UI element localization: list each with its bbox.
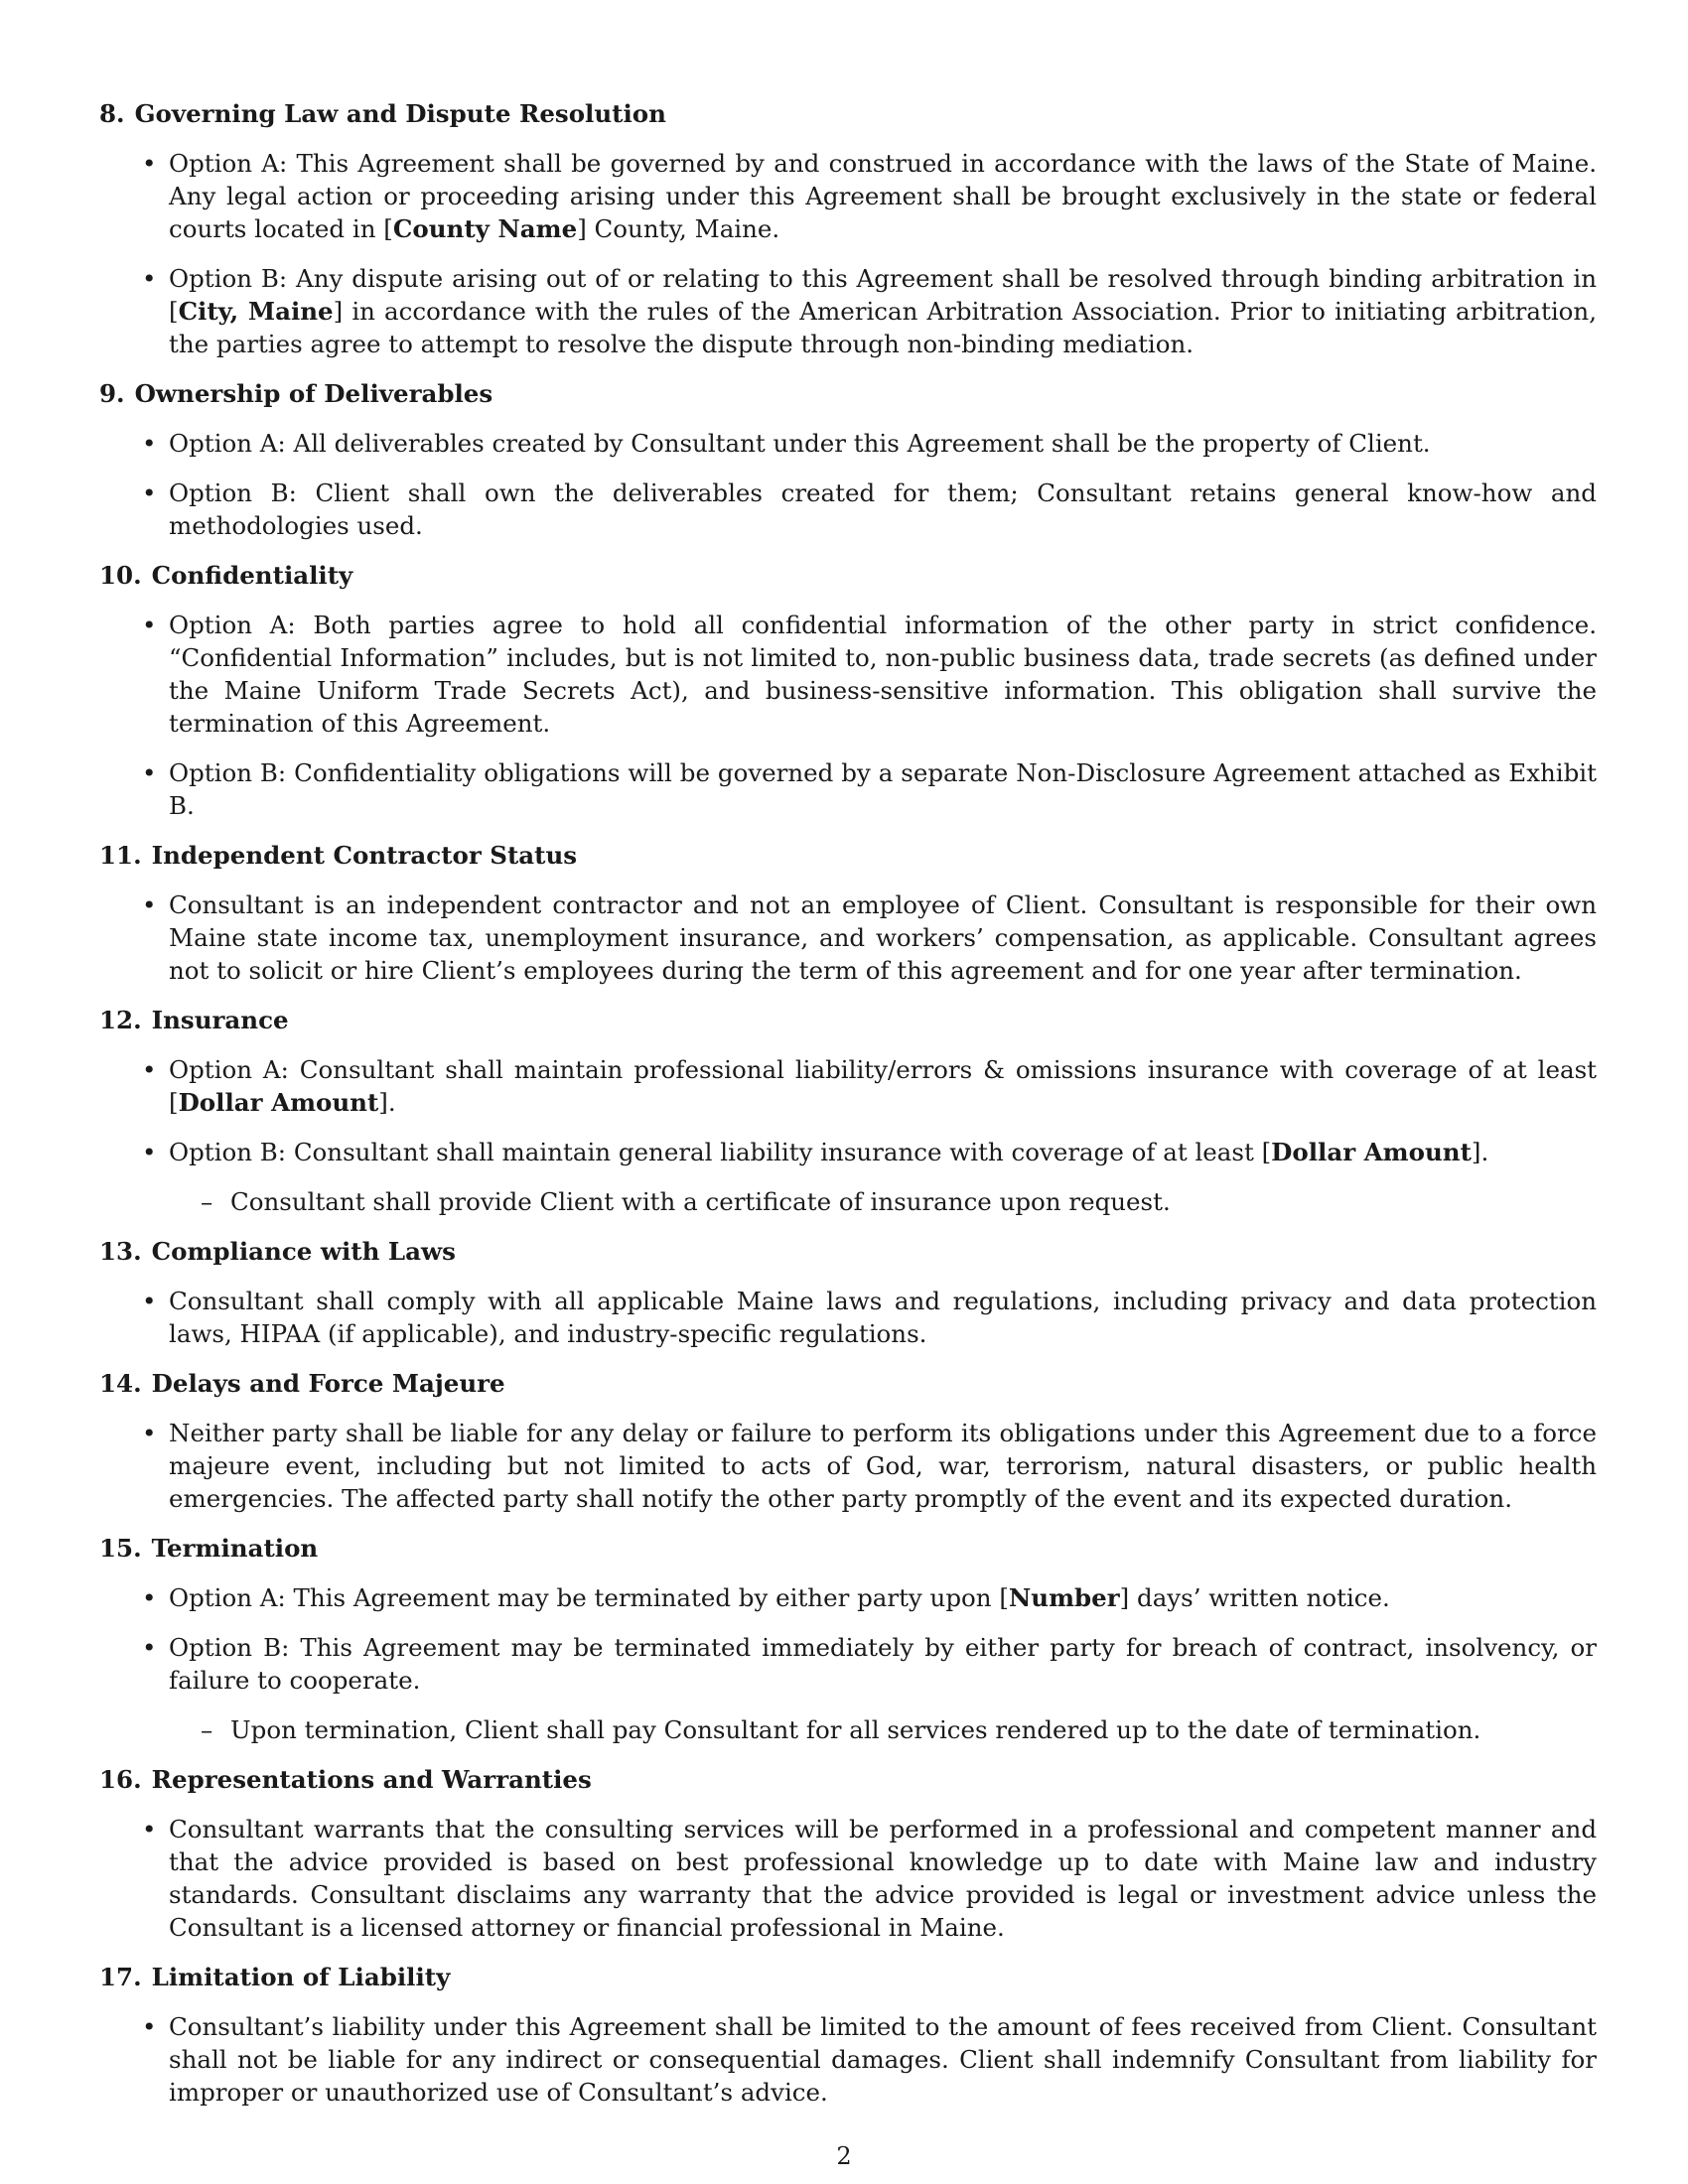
section-number: 12.	[99, 1006, 142, 1034]
clause-list	[99, 147, 1597, 360]
section-title: Governing Law and Dispute Resolution	[134, 99, 666, 128]
clause-item: • Option B: Client shall own the deliverables created for them; Consultant retains general know-how and methodologies used.	[169, 477, 1597, 542]
clause-item	[169, 262, 1597, 360]
section-heading	[99, 559, 1597, 592]
clause-text: Option B: Consultant shall maintain general liability insurance with coverage of at least [	[169, 1138, 1272, 1166]
clause-list	[99, 888, 1597, 987]
section-number: 14.	[99, 1369, 142, 1398]
clause-text: ] days’ written notice.	[1119, 1583, 1390, 1612]
section-heading	[99, 377, 1597, 410]
sub-clause-list	[99, 1185, 1597, 1218]
sub-clause-item: – Upon termination, Client shall pay Consultant for all services rendered up to the date of termination.	[230, 1713, 1597, 1746]
placeholder-field: County Name	[392, 214, 578, 243]
clause-text: Option A: This Agreement shall be governed by and construed in accordance with the laws of the State of Maine. Any legal action or proceeding arising under this Agreement shall be brought exclusively in the state or federal courts located in [	[169, 149, 1597, 243]
clause-text: ] in accordance with the rules of the American Arbitration Association. Prior to initiating arbitration, the parties agree to attempt to resolve the dispute through non-binding mediation.	[169, 297, 1598, 358]
section-heading	[99, 97, 1597, 130]
clause-text: Option B: Any dispute arising out of or relating to this Agreement shall be resolved through binding arbitration in [	[169, 264, 1597, 326]
sub-clause-item: – Consultant shall provide Client with a certificate of insurance upon request.	[230, 1185, 1597, 1218]
clause-list	[99, 2010, 1597, 2109]
clause-item: • Option B: Confidentiality obligations will be governed by a separate Non-Disclosure Agreement attached as Exhibit B.	[169, 756, 1597, 822]
clause-list	[99, 609, 1597, 822]
section-compliance	[99, 1235, 1597, 1350]
clause-item: • Consultant shall comply with all applicable Maine laws and regulations, including privacy and data protection laws, HIPAA (if applicable), and industry-specific regulations.	[169, 1285, 1597, 1350]
section-number: 10.	[99, 561, 142, 590]
section-heading	[99, 839, 1597, 872]
section-heading	[99, 1235, 1597, 1268]
placeholder-field: Dollar Amount	[1271, 1138, 1472, 1166]
section-heading	[99, 1763, 1597, 1796]
clause-list	[99, 1053, 1597, 1218]
clause-item: • Neither party shall be liable for any delay or failure to perform its obligations under this Agreement due to a force majeure event, including but not limited to acts of God, war, terrorism, natural disasters, or public health emergencies. The affected party shall notify the other party promptly of the event and its expected duration.	[169, 1417, 1597, 1515]
page-number: 2	[836, 2142, 852, 2170]
section-ownership	[99, 377, 1597, 542]
clause-text: Option A: Consultant shall maintain professional liability/errors & omissions insurance with coverage of at least [	[169, 1055, 1597, 1117]
section-title: Insurance	[151, 1006, 289, 1034]
section-number: 11.	[99, 841, 142, 870]
section-title: Independent Contractor Status	[151, 841, 578, 870]
section-title: Confidentiality	[151, 561, 353, 590]
clause-text: ].	[378, 1088, 396, 1117]
section-title: Representations and Warranties	[151, 1765, 592, 1794]
placeholder-field: Dollar Amount	[178, 1088, 379, 1117]
clause-item	[169, 1581, 1597, 1614]
clause-item	[169, 147, 1597, 245]
section-title: Limitation of Liability	[151, 1963, 451, 1991]
section-number: 9.	[99, 379, 125, 408]
clause-item	[169, 1053, 1597, 1119]
clause-text: Option A: This Agreement may be terminated by either party upon [	[169, 1583, 1009, 1612]
section-number: 15.	[99, 1534, 142, 1563]
clause-item: • Option A: Both parties agree to hold all confidential information of the other party in strict confidence. “Confidential Information” includes, but is not limited to, non-public business data, trade secrets (as defined under the Maine Uniform Trade Secrets Act), and business-sensitive information. This obligation shall survive the termination of this Agreement.	[169, 609, 1597, 740]
section-limitation-of-liability	[99, 1961, 1597, 2109]
section-number: 17.	[99, 1963, 142, 1991]
sub-clause-list	[99, 1713, 1597, 1746]
section-heading	[99, 1532, 1597, 1565]
clause-item: • Consultant is an independent contractor and not an employee of Client. Consultant is responsible for their own Maine state income tax, unemployment insurance, and workers’ compensation, as applicable. Consultant agrees not to solicit or hire Client’s employees during the term of this agreement and for one year after termination.	[169, 888, 1597, 987]
clause-list	[99, 427, 1597, 542]
placeholder-field: City, Maine	[178, 297, 334, 326]
clause-item	[169, 1631, 1597, 1746]
section-title: Compliance with Laws	[151, 1237, 456, 1266]
section-title: Termination	[151, 1534, 319, 1563]
clause-item: • Consultant warrants that the consulting services will be performed in a professional and competent manner and that the advice provided is based on best professional knowledge up to date with Maine law and industry standards. Consultant disclaims any warranty that the advice provided is legal or investment advice unless the Consultant is a licensed attorney or financial professional in Maine.	[169, 1813, 1597, 1944]
section-heading	[99, 1367, 1597, 1400]
section-independent-contractor	[99, 839, 1597, 987]
clause-list	[99, 1285, 1597, 1350]
section-title: Ownership of Deliverables	[134, 379, 493, 408]
clause-text: ].	[1471, 1138, 1489, 1166]
section-number: 13.	[99, 1237, 142, 1266]
document-page	[99, 97, 1597, 2125]
section-force-majeure	[99, 1367, 1597, 1515]
section-number: 16.	[99, 1765, 142, 1794]
clause-text: ] County, Maine.	[577, 214, 780, 243]
clause-item: • Option A: All deliverables created by Consultant under this Agreement shall be the property of Client.	[169, 427, 1597, 460]
section-warranties	[99, 1763, 1597, 1944]
section-governing-law	[99, 97, 1597, 360]
clause-list	[99, 1581, 1597, 1746]
section-title: Delays and Force Majeure	[151, 1369, 505, 1398]
section-termination	[99, 1532, 1597, 1746]
clause-list	[99, 1813, 1597, 1944]
section-heading	[99, 1004, 1597, 1036]
clause-list	[99, 1417, 1597, 1515]
section-heading	[99, 1961, 1597, 1993]
section-insurance	[99, 1004, 1597, 1218]
clause-text: Option B: This Agreement may be terminated immediately by either party for breach of contract, insolvency, or failure to cooperate.	[169, 1633, 1597, 1695]
clause-item: • Consultant’s liability under this Agreement shall be limited to the amount of fees received from Client. Consultant shall not be liable for any indirect or consequential damages. Client shall indemnify Consultant from liability for improper or unauthorized use of Consultant’s advice.	[169, 2010, 1597, 2109]
clause-item	[169, 1136, 1597, 1218]
section-number: 8.	[99, 99, 125, 128]
section-confidentiality	[99, 559, 1597, 822]
placeholder-field: Number	[1008, 1583, 1120, 1612]
